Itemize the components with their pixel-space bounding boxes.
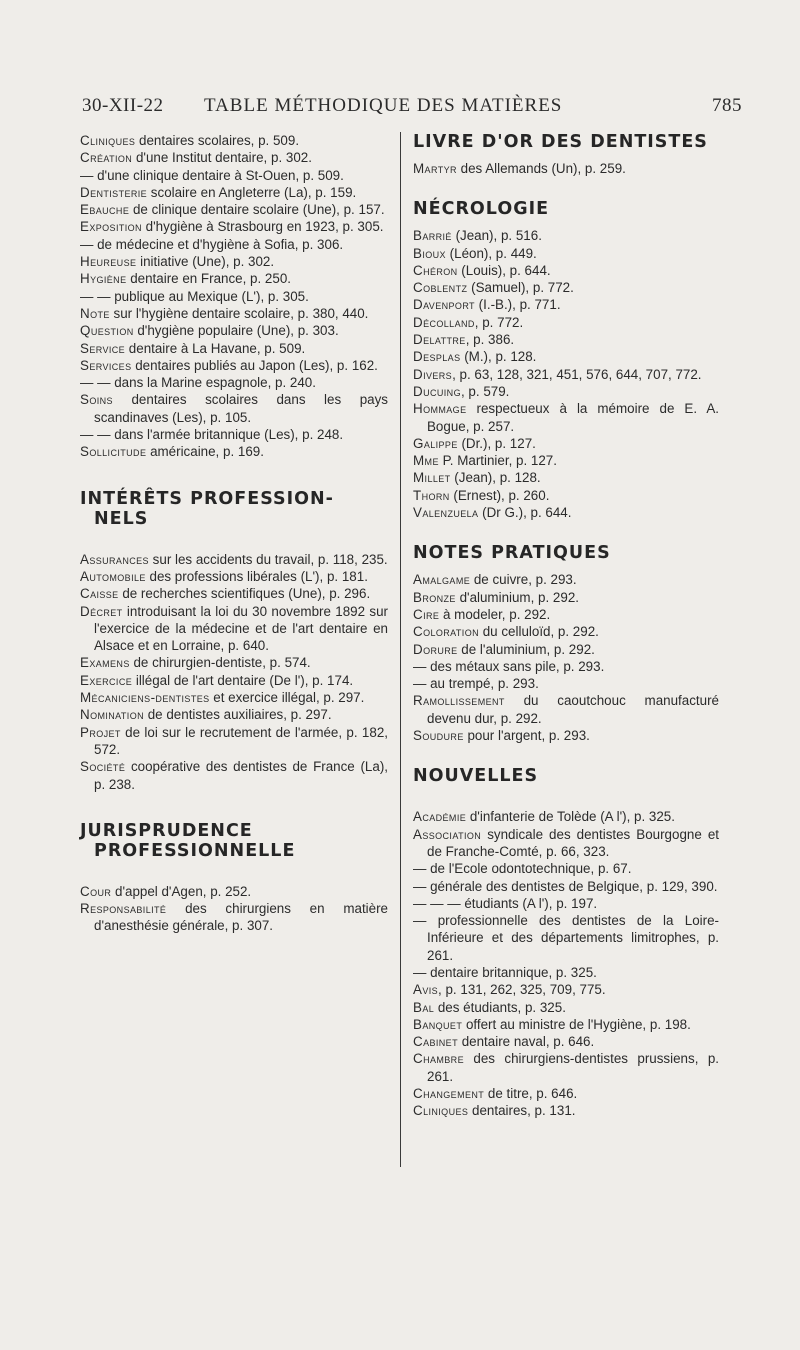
section-title-necrologie: NÉCROLOGIE xyxy=(413,199,550,220)
entry-keyword: Martyr xyxy=(413,161,457,176)
entry-text: de titre, p. 646. xyxy=(484,1086,578,1102)
entry-text: d'infanterie de Tolède (A l'), p. 325. xyxy=(466,809,675,825)
index-entry xyxy=(413,1102,719,1119)
index-entry xyxy=(413,860,719,877)
index-entry xyxy=(413,895,719,912)
index-entry xyxy=(80,758,388,793)
entry-keyword: Heureuse xyxy=(80,254,137,270)
entry-keyword: Bioux xyxy=(413,245,446,261)
entry-text: — — — étudiants (A l'), p. 197. xyxy=(413,895,598,911)
entry-text: dentaires scolaires dans les pays scandinaves (Les), p. 105. xyxy=(94,392,388,425)
entry-text: (I.-B.), p. 771. xyxy=(474,297,561,313)
entry-keyword: Chambre xyxy=(413,1051,464,1067)
index-entry xyxy=(80,443,388,460)
entry-keyword: Décolland xyxy=(413,314,475,330)
entry-keyword: Responsabilité xyxy=(80,901,167,917)
entry-text: — des métaux sans pile, p. 293. xyxy=(413,658,605,674)
entry-text: — dentaire britannique, p. 325. xyxy=(413,964,597,980)
entry-text: , p. 579. xyxy=(460,383,510,399)
entry-keyword: Mme xyxy=(413,453,439,469)
entry-keyword: Création xyxy=(80,150,133,166)
entry-keyword: Dentisterie xyxy=(80,184,148,200)
page-header xyxy=(82,95,742,121)
entry-keyword: Nomination xyxy=(80,707,145,723)
entry-text: scolaire en Angleterre (La), p. 159. xyxy=(147,184,357,200)
entry-text: introduisant la loi du 30 novembre 1892 sur l'exercice de la médecine et de l'art dentaire en Alsace et en Lorraine, p. 640. xyxy=(94,603,388,654)
entry-text: de chirurgien-dentiste, p. 574. xyxy=(129,655,311,671)
entry-keyword: Ramollissement xyxy=(413,693,505,709)
entry-keyword: Thorn xyxy=(413,487,450,503)
section-title-jurisprudence: JURISPRUDENCE PROFESSIONNELLE xyxy=(80,820,296,861)
entry-keyword: Note xyxy=(80,305,110,321)
index-entry xyxy=(80,236,388,253)
entry-keyword: Exposition xyxy=(80,219,142,235)
index-entry xyxy=(413,999,719,1016)
entry-text: (Louis), p. 644. xyxy=(457,262,551,278)
index-entry xyxy=(80,551,388,568)
entry-keyword: Bal xyxy=(413,999,435,1015)
entry-keyword: Examens xyxy=(80,655,130,671)
index-entry xyxy=(413,826,719,861)
entry-keyword: Mécaniciens-dentistes xyxy=(80,690,210,706)
index-entry xyxy=(413,435,719,452)
entry-text: des chirurgiens en matière d'anesthésie générale, p. 307. xyxy=(94,901,388,934)
index-entry xyxy=(413,692,719,727)
index-entry xyxy=(413,487,719,504)
entry-text: pour l'argent, p. 293. xyxy=(463,728,590,744)
entry-text: d'une Institut dentaire, p. 302. xyxy=(132,150,312,166)
entry-keyword: Valenzuela xyxy=(413,505,479,521)
entry-text: (Jean), p. 516. xyxy=(451,228,542,244)
index-entry xyxy=(413,808,719,825)
entry-text: de clinique dentaire scolaire (Une), p. 157. xyxy=(129,202,385,218)
entry-keyword: Avis xyxy=(413,982,439,998)
entry-keyword: Automobile xyxy=(80,568,146,584)
entry-keyword: Société xyxy=(80,759,126,775)
entry-keyword: Galippe xyxy=(413,435,458,451)
index-entry xyxy=(413,296,719,313)
entry-text: , p. 386. xyxy=(465,332,515,348)
index-entry xyxy=(413,675,719,692)
entry-keyword: Cabinet xyxy=(413,1034,458,1050)
entry-keyword: Chéron xyxy=(413,262,458,278)
entry-text: (Léon), p. 449. xyxy=(445,245,537,261)
entry-text: des Allemands (Un), p. 259. xyxy=(456,161,626,176)
entry-text: d'hygiène populaire (Une), p. 303. xyxy=(133,323,339,339)
index-entry xyxy=(80,340,388,357)
right-entries-livre-dor xyxy=(413,160,719,177)
entry-keyword: Cire xyxy=(413,606,440,622)
index-entry xyxy=(413,964,719,981)
index-entry xyxy=(413,981,719,998)
entry-text: — — dans la Marine espagnole, p. 240. xyxy=(80,375,316,391)
index-entry xyxy=(413,606,719,623)
entry-text: — — publique au Mexique (L'), p. 305. xyxy=(80,288,309,304)
entry-text: offert au ministre de l'Hygiène, p. 198. xyxy=(462,1016,691,1032)
entry-text: d'aluminium, p. 292. xyxy=(455,589,579,605)
entry-text: — de médecine et d'hygiène à Sofia, p. 306. xyxy=(80,236,344,252)
entry-keyword: Hygiène xyxy=(80,271,127,287)
index-entry xyxy=(413,331,719,348)
entry-text: des étudiants, p. 325. xyxy=(434,999,566,1015)
entry-keyword: Cliniques xyxy=(413,1103,469,1119)
entry-text: syndicale des dentistes Bourgogne et de Franche-Comté, p. 66, 323. xyxy=(427,826,719,859)
index-entry xyxy=(80,132,388,149)
index-entry xyxy=(80,218,388,235)
entry-text: du celluloïd, p. 292. xyxy=(479,624,599,640)
entry-keyword: Banquet xyxy=(413,1016,463,1032)
index-entry xyxy=(80,603,388,655)
entry-text: d'hygiène à Strasbourg en 1923, p. 305. xyxy=(141,219,384,235)
index-entry xyxy=(413,262,719,279)
index-entry xyxy=(80,883,388,900)
entry-text: , p. 63, 128, 321, 451, 576, 644, 707, 772. xyxy=(452,366,702,382)
index-entry xyxy=(413,366,719,383)
index-entry xyxy=(80,253,388,270)
entry-keyword: Soins xyxy=(80,392,113,408)
entry-text: illégal de l'art dentaire (De l'), p. 174. xyxy=(132,672,354,688)
index-entry xyxy=(80,357,388,374)
entry-text: — de l'Ecole odontotechnique, p. 67. xyxy=(413,861,632,877)
index-entry xyxy=(413,1050,719,1085)
right-entries-nouvelles xyxy=(413,808,719,1119)
entry-text: coopérative des dentistes de France (La), p. 238. xyxy=(94,759,388,792)
index-entry xyxy=(413,245,719,262)
entry-text: P. Martinier, p. 127. xyxy=(438,453,557,469)
entry-keyword: Coblentz xyxy=(413,280,468,296)
index-entry xyxy=(80,672,388,689)
entry-text: (Samuel), p. 772. xyxy=(467,280,574,296)
entry-text: de l'aluminium, p. 292. xyxy=(457,641,595,657)
index-entry xyxy=(80,149,388,166)
index-entry xyxy=(413,348,719,365)
index-entry xyxy=(413,1085,719,1102)
entry-text: (Dr G.), p. 644. xyxy=(478,505,572,521)
entry-keyword: Amalgame xyxy=(413,572,471,588)
entry-text: , p. 772. xyxy=(474,314,524,330)
index-entry xyxy=(413,571,719,588)
entry-text: (Dr.), p. 127. xyxy=(457,435,536,451)
right-entries-necrologie xyxy=(413,227,719,521)
index-entry xyxy=(413,1033,719,1050)
index-entry xyxy=(413,469,719,486)
index-entry xyxy=(413,589,719,606)
index-entry xyxy=(413,658,719,675)
index-entry xyxy=(80,270,388,287)
section-title-interets-professionnels: INTÉRÊTS PROFESSION-NELS xyxy=(80,488,334,529)
index-entry xyxy=(413,504,719,521)
index-entry xyxy=(413,878,719,895)
page-number: 785 xyxy=(712,95,742,116)
entry-text: — générale des dentistes de Belgique, p. 129, 390. xyxy=(413,878,718,894)
entry-text: dentaires, p. 131. xyxy=(468,1103,576,1119)
index-entry xyxy=(80,900,388,935)
index-entry xyxy=(80,689,388,706)
entry-keyword: Divers xyxy=(413,366,453,382)
entry-text: de recherches scientifiques (Une), p. 296. xyxy=(118,586,371,602)
entry-text: — d'une clinique dentaire à St-Ouen, p. 509. xyxy=(80,167,344,183)
entry-keyword: Barrié xyxy=(413,228,452,244)
section-title-notes-pratiques: NOTES PRATIQUES xyxy=(413,543,611,564)
column-divider xyxy=(400,132,401,1167)
entry-text: de dentistes auxiliaires, p. 297. xyxy=(144,707,332,723)
index-entry xyxy=(80,201,388,218)
index-entry xyxy=(80,724,388,759)
entry-keyword: Cliniques xyxy=(80,133,136,148)
entry-text: américaine, p. 169. xyxy=(146,444,264,460)
index-entry xyxy=(80,654,388,671)
index-entry xyxy=(80,288,388,305)
left-column xyxy=(80,132,388,935)
entry-text: dentaires publiés au Japon (Les), p. 162. xyxy=(131,357,378,373)
entry-keyword: Changement xyxy=(413,1086,485,1102)
index-entry xyxy=(413,452,719,469)
entry-text: dentaire à La Havane, p. 509. xyxy=(125,340,306,356)
left-entries-interets xyxy=(80,551,388,793)
entry-text: — professionnelle des dentistes de la Loire-Inférieure et des départements limitrophes, p. 261. xyxy=(413,913,719,963)
index-entry xyxy=(413,912,719,964)
header-title: TABLE MÉTHODIQUE DES MATIÈRES xyxy=(204,95,563,116)
index-entry xyxy=(80,585,388,602)
entry-text: du caoutchouc manufacturé devenu dur, p. 292. xyxy=(427,693,719,726)
entry-text: à modeler, p. 292. xyxy=(439,606,551,622)
entry-keyword: Association xyxy=(413,826,482,842)
entry-text: — au trempé, p. 293. xyxy=(413,676,539,692)
index-entry xyxy=(80,167,388,184)
index-entry xyxy=(80,706,388,723)
entry-keyword: Davenport xyxy=(413,297,475,313)
index-entry xyxy=(80,305,388,322)
index-entry xyxy=(80,184,388,201)
index-entry xyxy=(413,727,719,744)
index-entry xyxy=(413,314,719,331)
index-entry xyxy=(413,623,719,640)
entry-text: des professions libérales (L'), p. 181. xyxy=(145,568,368,584)
section-title-livre-dor: LIVRE D'OR DES DENTISTES xyxy=(413,132,708,152)
entry-keyword: Sollicitude xyxy=(80,444,147,460)
entry-text: , p. 131, 262, 325, 709, 775. xyxy=(438,982,606,998)
header-date: 30-XII-22 xyxy=(82,95,164,116)
index-entry xyxy=(413,279,719,296)
entry-keyword: Cour xyxy=(80,883,112,899)
entry-text: sur l'hygiène dentaire scolaire, p. 380, 440. xyxy=(109,305,369,321)
entry-keyword: Question xyxy=(80,323,134,339)
index-entry xyxy=(80,374,388,391)
index-entry xyxy=(413,641,719,658)
entry-text: dentaire en France, p. 250. xyxy=(126,271,291,287)
entry-keyword: Bronze xyxy=(413,589,456,605)
entry-keyword: Service xyxy=(80,340,126,356)
entry-keyword: Hommage xyxy=(413,401,467,417)
entry-keyword: Ebauche xyxy=(80,202,130,218)
entry-keyword: Exercice xyxy=(80,672,133,688)
entry-text: des chirurgiens-dentistes prussiens, p. 261. xyxy=(427,1051,719,1084)
entry-text: de loi sur le recrutement de l'armée, p. 182, 572. xyxy=(94,724,388,757)
left-entries-jurisprudence xyxy=(80,883,388,935)
entry-text: sur les accidents du travail, p. 118, 235. xyxy=(148,551,388,567)
entry-text: — — dans l'armée britannique (Les), p. 248. xyxy=(80,427,344,443)
index-entry xyxy=(80,322,388,339)
entry-text: (Jean), p. 128. xyxy=(450,470,541,486)
entry-keyword: Desplas xyxy=(413,349,461,365)
right-column xyxy=(413,132,719,1120)
entry-keyword: Delattre xyxy=(413,332,466,348)
entry-keyword: Services xyxy=(80,357,132,373)
entry-keyword: Assurances xyxy=(80,551,149,567)
entry-keyword: Soudure xyxy=(413,728,464,744)
index-entry xyxy=(413,227,719,244)
entry-text: de cuivre, p. 293. xyxy=(470,572,577,588)
entry-keyword: Millet xyxy=(413,470,451,486)
entry-keyword: Décret xyxy=(80,603,123,619)
index-entry xyxy=(80,568,388,585)
entry-keyword: Caisse xyxy=(80,586,119,602)
entry-text: dentaire naval, p. 646. xyxy=(457,1034,595,1050)
right-entries-notes-pratiques xyxy=(413,571,719,744)
entry-text: d'appel d'Agen, p. 252. xyxy=(111,883,252,899)
index-entry xyxy=(413,400,719,435)
entry-keyword: Dorure xyxy=(413,641,458,657)
left-entries-top xyxy=(80,132,388,461)
entry-text: respectueux à la mémoire de E. A. Bogue, p. 257. xyxy=(427,401,719,434)
section-title-nouvelles: NOUVELLES xyxy=(413,766,539,787)
entry-keyword: Projet xyxy=(80,724,121,740)
index-entry xyxy=(413,160,719,177)
entry-text: dentaires scolaires, p. 509. xyxy=(135,133,300,148)
entry-keyword: Coloration xyxy=(413,624,480,640)
entry-text: et exercice illégal, p. 297. xyxy=(209,690,365,706)
entry-keyword: Ducuing xyxy=(413,383,461,399)
index-entry xyxy=(80,426,388,443)
entry-text: initiative (Une), p. 302. xyxy=(136,254,275,270)
index-entry xyxy=(80,391,388,426)
index-entry xyxy=(413,383,719,400)
entry-text: (M.), p. 128. xyxy=(460,349,537,365)
index-entry xyxy=(413,1016,719,1033)
entry-text: (Ernest), p. 260. xyxy=(449,487,550,503)
entry-keyword: Académie xyxy=(413,809,467,825)
